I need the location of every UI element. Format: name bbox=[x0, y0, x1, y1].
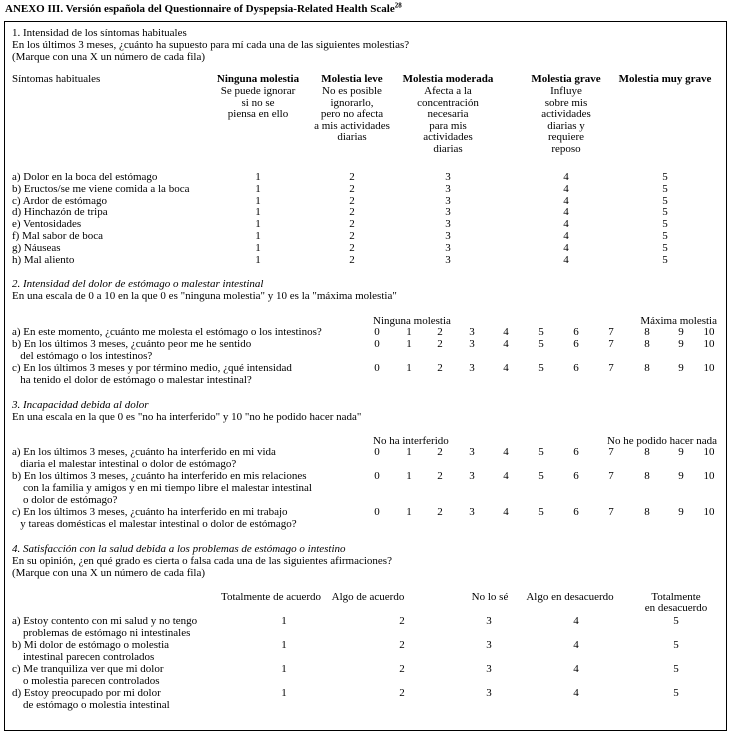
scale-option[interactable]: 0 bbox=[374, 446, 380, 458]
section-4-heading: 4. Satisfacción con la salud debida a los problemas de estómago o intestino bbox=[12, 543, 346, 555]
symptom-label: d) Hinchazón de tripa bbox=[12, 206, 108, 219]
rating-option[interactable]: 3 bbox=[486, 615, 492, 627]
column-description: actividades bbox=[541, 108, 591, 120]
scale-option[interactable]: 9 bbox=[678, 326, 684, 338]
scale-option[interactable]: 0 bbox=[374, 506, 380, 518]
rating-option[interactable]: 4 bbox=[573, 639, 579, 651]
question-label: b) En los últimos 3 meses, ¿cuánto ha interferido en mis relaciones bbox=[12, 470, 307, 482]
rating-option[interactable]: 4 bbox=[573, 615, 579, 627]
rating-option[interactable]: 5 bbox=[662, 182, 668, 195]
scale-option[interactable]: 6 bbox=[573, 470, 579, 482]
scale-high-label: Máxima molestia bbox=[640, 315, 717, 327]
question-label: y tareas domésticas el malestar intestinal o dolor de estómago? bbox=[12, 518, 297, 530]
scale-low-label: Ninguna molestia bbox=[373, 315, 451, 327]
rating-option[interactable]: 1 bbox=[255, 241, 261, 254]
scale-option[interactable]: 5 bbox=[538, 338, 544, 350]
scale-option[interactable]: 0 bbox=[374, 362, 380, 374]
rating-option[interactable]: 3 bbox=[445, 182, 451, 195]
symptom-label: f) Mal sabor de boca bbox=[12, 230, 104, 242]
rating-option[interactable]: 1 bbox=[255, 206, 261, 219]
question-label: b) En los últimos 3 meses, ¿cuánto peor me he sentido bbox=[12, 338, 252, 350]
symptom-label: h) Mal aliento bbox=[12, 253, 75, 266]
rating-option[interactable]: 4 bbox=[563, 253, 569, 266]
column-header: No lo sé bbox=[471, 591, 509, 603]
scale-option[interactable]: 8 bbox=[644, 446, 650, 458]
scale-high-label: No he podido hacer nada bbox=[607, 435, 717, 447]
statement-label: problemas de estómago ni intestinales bbox=[12, 627, 191, 639]
scale-option[interactable]: 9 bbox=[678, 362, 684, 374]
rating-option[interactable]: 2 bbox=[349, 218, 355, 231]
statement-label: d) Estoy preocupado por mi dolor bbox=[12, 687, 161, 699]
scale-option[interactable]: 3 bbox=[469, 362, 475, 374]
column-description: Se puede ignorar bbox=[220, 85, 296, 97]
column-title: Molestia leve bbox=[321, 73, 383, 85]
scale-option[interactable]: 6 bbox=[573, 338, 579, 350]
column-title: Molestia grave bbox=[531, 73, 601, 85]
rating-option[interactable]: 2 bbox=[349, 194, 355, 207]
rating-option[interactable]: 4 bbox=[563, 171, 569, 183]
question-label: c) En los últimos 3 meses y por término medio, ¿qué intensidad bbox=[12, 362, 292, 374]
question-label: con la familia y amigos y en mi tiempo libre el malestar intestinal bbox=[12, 482, 312, 494]
scale-option[interactable]: 7 bbox=[608, 326, 614, 338]
scale-option[interactable]: 1 bbox=[406, 362, 412, 374]
question-label: a) En este momento, ¿cuánto me molesta el estómago o los intestinos? bbox=[12, 326, 322, 338]
rating-option[interactable]: 5 bbox=[662, 206, 668, 219]
symptom-label: a) Dolor en la boca del estómago bbox=[12, 171, 158, 183]
scale-option[interactable]: 6 bbox=[573, 506, 579, 518]
section-2-heading: 2. Intensidad del dolor de estómago o malestar intestinal bbox=[12, 278, 264, 290]
scale-option[interactable]: 9 bbox=[678, 338, 684, 350]
column-description: para mis bbox=[429, 119, 467, 132]
rating-option[interactable]: 3 bbox=[486, 639, 492, 651]
scale-option[interactable]: 8 bbox=[644, 362, 650, 374]
question-label: c) En los últimos 3 meses, ¿cuánto ha interferido en mi trabajo bbox=[12, 506, 288, 518]
rating-option[interactable]: 1 bbox=[255, 230, 261, 242]
scale-option[interactable]: 5 bbox=[538, 506, 544, 518]
rating-option[interactable]: 5 bbox=[662, 171, 668, 183]
question-label: a) En los últimos 3 meses, ¿cuánto ha interferido en mi vida bbox=[12, 446, 276, 458]
column-description: diarias y bbox=[547, 119, 585, 132]
section-2-question: En una escala de 0 a 10 en la que 0 es "ninguna molestia" y 10 es la "máxima molestia" bbox=[12, 290, 397, 302]
column-title: Molestia moderada bbox=[402, 73, 494, 85]
rating-option[interactable]: 5 bbox=[662, 194, 668, 207]
rating-option[interactable]: 2 bbox=[399, 615, 405, 627]
rating-option[interactable]: 5 bbox=[662, 253, 668, 266]
scale-option[interactable]: 10 bbox=[703, 506, 715, 518]
statement-label: o molestia parecen controlados bbox=[12, 675, 160, 687]
scale-option[interactable]: 3 bbox=[469, 338, 475, 350]
section-1-instruction: (Marque con una X un número de cada fila) bbox=[12, 51, 206, 63]
scale-option[interactable]: 6 bbox=[573, 446, 579, 458]
rating-option[interactable]: 4 bbox=[573, 687, 579, 699]
column-description: si no se bbox=[241, 96, 275, 109]
scale-option[interactable]: 9 bbox=[678, 446, 684, 458]
section-3-heading: 3. Incapacidad debida al dolor bbox=[12, 399, 149, 411]
scale-option[interactable]: 1 bbox=[406, 338, 412, 350]
section-1-heading: 1. Intensidad de los síntomas habituales bbox=[12, 27, 187, 39]
rating-option[interactable]: 2 bbox=[399, 663, 405, 675]
column-header: Algo de acuerdo bbox=[331, 591, 405, 603]
scale-option[interactable]: 7 bbox=[608, 362, 614, 374]
scale-option[interactable]: 6 bbox=[573, 362, 579, 374]
scale-option[interactable]: 4 bbox=[503, 338, 509, 350]
rating-option[interactable]: 3 bbox=[445, 230, 451, 242]
scale-option[interactable]: 5 bbox=[538, 326, 544, 338]
column-description: Afecta a la bbox=[424, 85, 472, 97]
rating-option[interactable]: 3 bbox=[445, 171, 451, 183]
question-label: ha tenido el dolor de estómago o malestar intestinal? bbox=[12, 374, 252, 386]
rating-option[interactable]: 3 bbox=[445, 206, 451, 219]
column-description: No es posible bbox=[322, 85, 382, 97]
rating-option[interactable]: 5 bbox=[673, 663, 679, 675]
column-description: a mis actividades bbox=[314, 119, 390, 132]
scale-option[interactable]: 7 bbox=[608, 338, 614, 350]
column-description: ignorarlo, bbox=[330, 96, 374, 109]
scale-option[interactable]: 10 bbox=[703, 326, 715, 338]
column-description: piensa en ello bbox=[227, 108, 289, 120]
scale-option[interactable]: 3 bbox=[469, 446, 475, 458]
column-description: necesaria bbox=[427, 108, 469, 120]
reference-superscript: 28 bbox=[394, 1, 402, 10]
column-title: Molestia muy grave bbox=[618, 73, 712, 85]
scale-option[interactable]: 3 bbox=[469, 470, 475, 482]
symptom-label: g) Náuseas bbox=[12, 241, 61, 254]
rating-option[interactable]: 4 bbox=[563, 194, 569, 207]
rating-option[interactable]: 5 bbox=[662, 241, 668, 254]
section-4-instruction: (Marque con una X un número de cada fila) bbox=[12, 567, 206, 579]
rating-option[interactable]: 4 bbox=[563, 182, 569, 195]
rating-option[interactable]: 5 bbox=[673, 687, 679, 699]
column-description: reposo bbox=[551, 142, 581, 155]
statement-label: de estómago o molestia intestinal bbox=[12, 699, 170, 711]
scale-option[interactable]: 1 bbox=[406, 506, 412, 518]
scale-low-label: No ha interferido bbox=[373, 435, 449, 447]
rating-option[interactable]: 1 bbox=[281, 663, 287, 675]
scale-option[interactable]: 0 bbox=[374, 326, 380, 338]
rating-option[interactable]: 3 bbox=[445, 218, 451, 231]
scale-option[interactable]: 4 bbox=[503, 506, 509, 518]
scale-option[interactable]: 8 bbox=[644, 338, 650, 350]
scale-option[interactable]: 1 bbox=[406, 446, 412, 458]
question-label: del estómago o los intestinos? bbox=[12, 350, 153, 362]
statement-label: c) Me tranquiliza ver que mi dolor bbox=[12, 663, 164, 675]
rating-option[interactable]: 2 bbox=[349, 253, 355, 266]
rating-option[interactable]: 1 bbox=[255, 171, 261, 183]
column-description: sobre mis bbox=[544, 96, 588, 109]
scale-option[interactable]: 2 bbox=[437, 362, 443, 374]
scale-option[interactable]: 1 bbox=[406, 326, 412, 338]
question-label: diaria el malestar intestinal o dolor de estómago? bbox=[12, 458, 237, 470]
rating-option[interactable]: 2 bbox=[349, 182, 355, 195]
rating-option[interactable]: 2 bbox=[399, 639, 405, 651]
rating-option[interactable]: 5 bbox=[662, 230, 668, 242]
symptom-label: e) Ventosidades bbox=[12, 218, 82, 231]
statement-label: intestinal parecen controlados bbox=[12, 651, 155, 663]
rating-option[interactable]: 1 bbox=[281, 687, 287, 699]
statement-label: a) Estoy contento con mi salud y no tengo bbox=[12, 615, 198, 627]
column-description: requiere bbox=[547, 131, 585, 143]
rating-option[interactable]: 2 bbox=[349, 241, 355, 254]
scale-option[interactable]: 2 bbox=[437, 470, 443, 482]
scale-option[interactable]: 5 bbox=[538, 362, 544, 374]
scale-option[interactable]: 7 bbox=[608, 446, 614, 458]
section-4-question: En su opinión, ¿en qué grado es cierta o falsa cada una de las siguientes afirmaciones? bbox=[12, 555, 392, 567]
scale-option[interactable]: 9 bbox=[678, 506, 684, 518]
rating-option[interactable]: 3 bbox=[486, 663, 492, 675]
rating-option[interactable]: 5 bbox=[673, 615, 679, 627]
title-text: ANEXO III. Versión española del Questionnaire of Dyspepsia-Related Health Scale bbox=[5, 3, 395, 15]
scale-option[interactable]: 0 bbox=[374, 470, 380, 482]
rating-option[interactable]: 3 bbox=[445, 194, 451, 207]
rating-option[interactable]: 2 bbox=[349, 230, 355, 242]
scale-option[interactable]: 10 bbox=[703, 470, 715, 482]
column-description: Influye bbox=[550, 85, 582, 97]
symptom-label: c) Ardor de estómago bbox=[12, 194, 107, 207]
rating-option[interactable]: 1 bbox=[255, 218, 261, 231]
column-header: en desacuerdo bbox=[644, 602, 708, 614]
scale-option[interactable]: 4 bbox=[503, 446, 509, 458]
rating-option[interactable]: 4 bbox=[563, 218, 569, 231]
rating-option[interactable]: 4 bbox=[573, 663, 579, 675]
column-header: Totalmente de acuerdo bbox=[220, 591, 322, 603]
column-description: concentración bbox=[417, 96, 479, 109]
section-1-question: En los últimos 3 meses, ¿cuánto ha supuesto para mí cada una de las siguientes molestias? bbox=[12, 39, 410, 51]
scale-option[interactable]: 2 bbox=[437, 338, 443, 350]
symptoms-column-header: Síntomas habituales bbox=[12, 73, 101, 85]
scale-option[interactable]: 9 bbox=[678, 470, 684, 482]
column-description: diarias bbox=[433, 142, 463, 155]
scale-option[interactable]: 10 bbox=[703, 446, 715, 458]
scale-option[interactable]: 6 bbox=[573, 326, 579, 338]
rating-option[interactable]: 2 bbox=[349, 206, 355, 219]
scale-option[interactable]: 8 bbox=[644, 506, 650, 518]
scale-option[interactable]: 7 bbox=[608, 506, 614, 518]
scale-option[interactable]: 7 bbox=[608, 470, 614, 482]
scale-option[interactable]: 8 bbox=[644, 326, 650, 338]
column-header: Algo en desacuerdo bbox=[526, 591, 614, 603]
scale-option[interactable]: 5 bbox=[538, 446, 544, 458]
scale-option[interactable]: 0 bbox=[374, 338, 380, 350]
rating-option[interactable]: 4 bbox=[563, 206, 569, 219]
scale-option[interactable]: 2 bbox=[437, 326, 443, 338]
scale-option[interactable]: 10 bbox=[703, 362, 715, 374]
scale-option[interactable]: 5 bbox=[538, 470, 544, 482]
symptom-label: b) Eructos/se me viene comida a la boca bbox=[12, 182, 190, 195]
scale-option[interactable]: 4 bbox=[503, 362, 509, 374]
document-title bbox=[5, 3, 402, 15]
rating-option[interactable]: 1 bbox=[255, 194, 261, 207]
scale-option[interactable]: 4 bbox=[503, 326, 509, 338]
section-3-question: En una escala en la que 0 es "no ha interferido" y 10 "no he podido hacer nada" bbox=[12, 411, 362, 423]
scale-option[interactable]: 3 bbox=[469, 506, 475, 518]
rating-option[interactable]: 2 bbox=[399, 687, 405, 699]
scale-option[interactable]: 2 bbox=[437, 506, 443, 518]
rating-option[interactable]: 5 bbox=[662, 218, 668, 231]
rating-option[interactable]: 4 bbox=[563, 230, 569, 242]
rating-option[interactable]: 1 bbox=[281, 615, 287, 627]
rating-option[interactable]: 3 bbox=[445, 241, 451, 254]
rating-option[interactable]: 1 bbox=[255, 182, 261, 195]
scale-option[interactable]: 10 bbox=[703, 338, 715, 350]
rating-option[interactable]: 3 bbox=[445, 253, 451, 266]
rating-option[interactable]: 5 bbox=[673, 639, 679, 651]
rating-option[interactable]: 2 bbox=[349, 171, 355, 183]
column-title: Ninguna molestia bbox=[216, 73, 300, 85]
column-header: Totalmente bbox=[651, 591, 701, 603]
statement-label: b) Mi dolor de estómago o molestia bbox=[12, 639, 170, 651]
question-label: o dolor de estómago? bbox=[12, 494, 118, 506]
scale-option[interactable]: 3 bbox=[469, 326, 475, 338]
rating-option[interactable]: 1 bbox=[255, 253, 261, 266]
column-description: pero no afecta bbox=[320, 108, 384, 120]
rating-option[interactable]: 4 bbox=[563, 241, 569, 254]
column-description: diarias bbox=[337, 131, 367, 143]
scale-option[interactable]: 2 bbox=[437, 446, 443, 458]
scale-option[interactable]: 4 bbox=[503, 470, 509, 482]
rating-option[interactable]: 3 bbox=[486, 687, 492, 699]
scale-option[interactable]: 8 bbox=[644, 470, 650, 482]
rating-option[interactable]: 1 bbox=[281, 639, 287, 651]
column-description: actividades bbox=[423, 131, 473, 143]
scale-option[interactable]: 1 bbox=[406, 470, 412, 482]
